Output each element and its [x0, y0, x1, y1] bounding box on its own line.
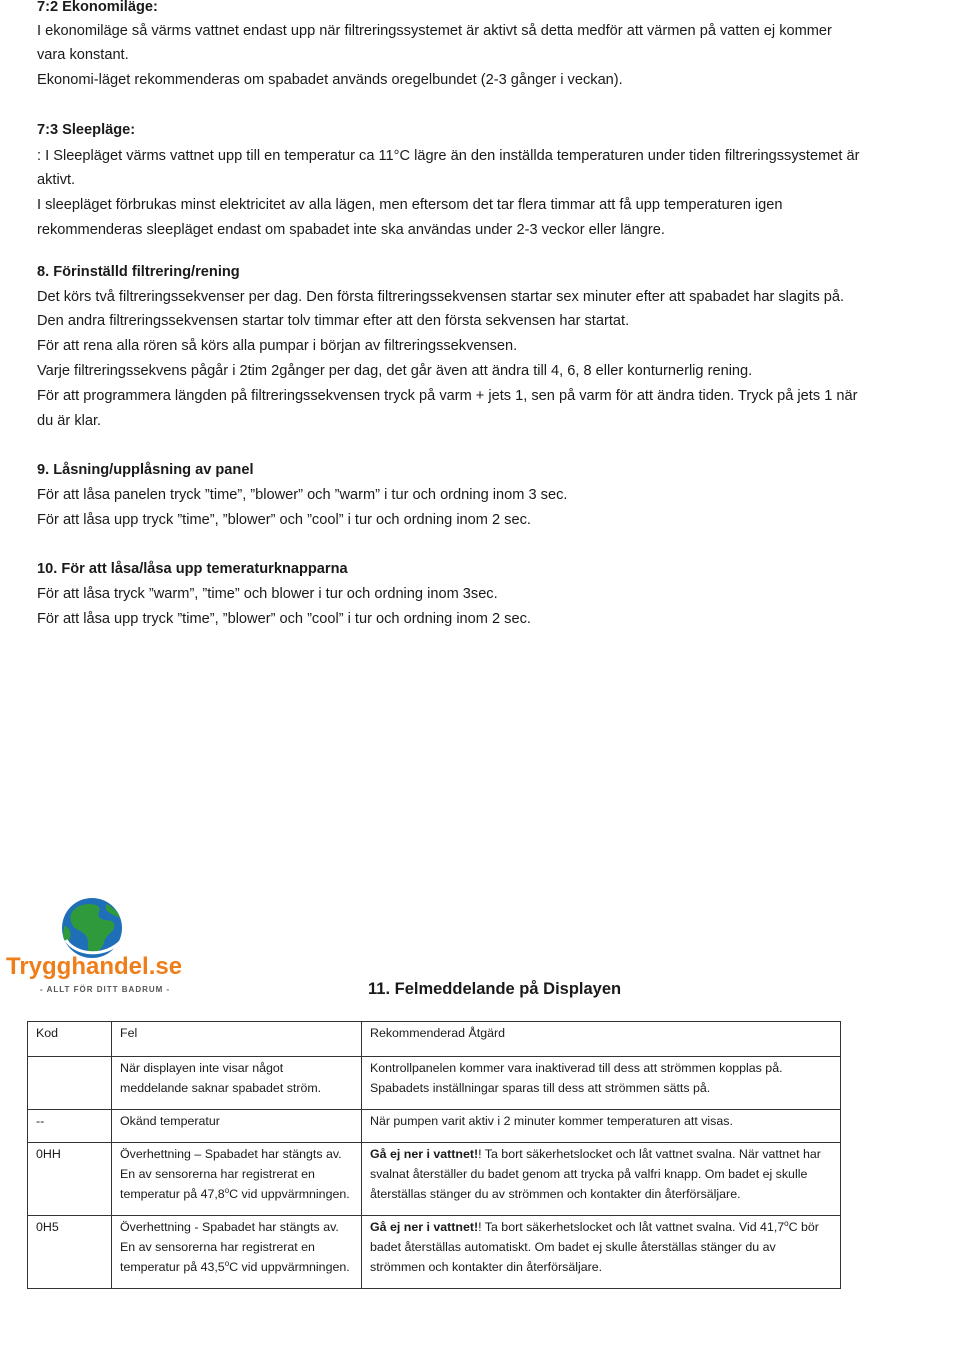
degree-superscript: o	[224, 1258, 230, 1268]
body-text: vara konstant.	[37, 47, 129, 63]
table-row	[28, 1216, 841, 1289]
cell-fel-text: C vid uppvärmningen.	[229, 1187, 350, 1201]
error-code-table	[27, 1021, 841, 1289]
section-10-heading: 10. För att låsa/låsa upp temeraturknapparna	[37, 561, 348, 577]
cell-atgard-text: ! Ta bort säkerhetslocket och låt vattnet svalna. När vattnet har svalnat återställer du badet genom att trycka på valfri knapp. Om badet ej skulle återställas stänger du av strömmen och kontakter din återförsäljare.	[370, 1147, 821, 1201]
body-text: Den andra filtreringssekvensen startar tolv timmar efter att den första sekvensen har startat.	[37, 313, 630, 329]
body-text: För att rena alla rören så körs alla pumpar i början av filtreringssekvensen.	[37, 338, 518, 354]
body-text: För att låsa tryck ”warm”, ”time” och blower i tur och ordning inom 3sec.	[37, 586, 498, 602]
section-8-heading: 8. Förinställd filtrering/rening	[37, 264, 240, 280]
section-7-2-heading: 7:2 Ekonomiläge:	[37, 0, 158, 15]
section-11-title: 11. Felmeddelande på Displayen	[368, 980, 622, 998]
body-text: I ekonomiläge så värms vattnet endast upp när filtreringssystemet är aktivt så detta medför att värmen på vatten ej kommer	[37, 23, 832, 39]
body-text: Det körs två filtreringssekvenser per dag. Den första filtreringssekvensen startar sex minuter efter att spabadet har slagits på.	[37, 289, 845, 305]
cell-fel-text: Överhettning - Spabadet har stängts av. En av sensorerna har registrerat en temperatur på 43,5	[120, 1220, 339, 1274]
table-header-row	[28, 1022, 841, 1057]
logo-brand-text: Trygghandel.se	[6, 953, 181, 980]
cell-kod: --	[28, 1110, 112, 1143]
table-row	[28, 1057, 841, 1110]
cell-atgard	[362, 1143, 841, 1216]
section-9-heading: 9. Låsning/upplåsning av panel	[37, 462, 254, 478]
body-text: I sleepläget förbrukas minst elektricitet av alla lägen, men eftersom det tar flera timmar att få upp temperaturen igen	[37, 197, 783, 213]
cell-atgard	[362, 1057, 841, 1110]
cell-fel	[112, 1216, 362, 1289]
warning-text: Gå ej ner i vattnet!	[370, 1147, 479, 1161]
degree-superscript: o	[224, 1185, 230, 1195]
cell-fel-text: Överhettning – Spabadet har stängts av. En av sensorerna har registrerat en temperatur på 47,8	[120, 1147, 342, 1201]
cell-kod: 0HH	[28, 1143, 112, 1216]
header-atgard: Rekommenderad Åtgärd	[362, 1022, 841, 1057]
body-text: du är klar.	[37, 413, 102, 429]
body-text: För att låsa upp tryck ”time”, ”blower” och ”cool” i tur och ordning inom 2 sec.	[37, 512, 531, 528]
cell-atgard-text: Kontrollpanelen kommer vara inaktiverad till dess att strömmen kopplas på. Spabadets inställningar sparas till dess att strömmen sätts på.	[370, 1061, 783, 1095]
body-text: rekommenderas sleepläget endast om spabadet inte ska användas under 2-3 veckor eller längre.	[37, 222, 665, 238]
body-text: För att programmera längden på filtreringssekvensen tryck på varm + jets 1, sen på varm för att ändra tiden. Tryck på jets 1 när	[37, 388, 858, 404]
body-text: För att låsa upp tryck ”time”, ”blower” och ”cool” i tur och ordning inom 2 sec.	[37, 611, 531, 627]
cell-kod	[28, 1057, 112, 1110]
table-row	[28, 1143, 841, 1216]
globe-logo-icon	[6, 896, 181, 996]
table-row	[28, 1110, 841, 1143]
cell-fel: Okänd temperatur	[112, 1110, 362, 1143]
cell-fel	[112, 1143, 362, 1216]
section-7-3-heading: 7:3 Sleepläge:	[37, 122, 136, 138]
cell-atgard-text: När pumpen varit aktiv i 2 minuter kommer temperaturen att visas.	[370, 1114, 733, 1128]
header-fel: Fel	[112, 1022, 362, 1057]
body-text: Varje filtreringssekvens pågår i 2tim 2gånger per dag, det går även att ändra till 4, 6, 8 eller konturnerlig rening.	[37, 363, 753, 379]
cell-fel-text: C vid uppvärmningen.	[229, 1260, 350, 1274]
logo-tagline-text: - ALLT FÖR DITT BADRUM -	[40, 985, 171, 994]
body-text: : I Sleepläget värms vattnet upp till en temperatur ca 11°C lägre än den inställda temperaturen under tiden filtreringssystemet är	[37, 148, 860, 164]
header-kod: Kod	[28, 1022, 112, 1057]
body-text: aktivt.	[37, 172, 76, 188]
cell-atgard	[362, 1216, 841, 1289]
degree-superscript: o	[784, 1218, 789, 1228]
body-text: Ekonomi-läget rekommenderas om spabadet används oregelbundet (2-3 gånger i veckan).	[37, 72, 623, 88]
cell-atgard	[362, 1110, 841, 1143]
cell-atgard-text: C bör badet återställas automatiskt. Om badet ej skulle återställas stänger du av strömmen och kontakter din återförsäljare.	[370, 1220, 819, 1274]
body-text: För att låsa panelen tryck ”time”, ”blower” och ”warm” i tur och ordning inom 3 sec.	[37, 487, 568, 503]
cell-kod: 0H5	[28, 1216, 112, 1289]
cell-fel: När displayen inte visar något meddelande saknar spabadet ström.	[112, 1057, 362, 1110]
trygghandel-logo	[6, 896, 181, 996]
cell-atgard-text: ! Ta bort säkerhetslocket och låt vattnet svalna. Vid 41,7	[478, 1220, 785, 1234]
warning-text: Gå ej ner i vattnet!	[370, 1220, 479, 1234]
